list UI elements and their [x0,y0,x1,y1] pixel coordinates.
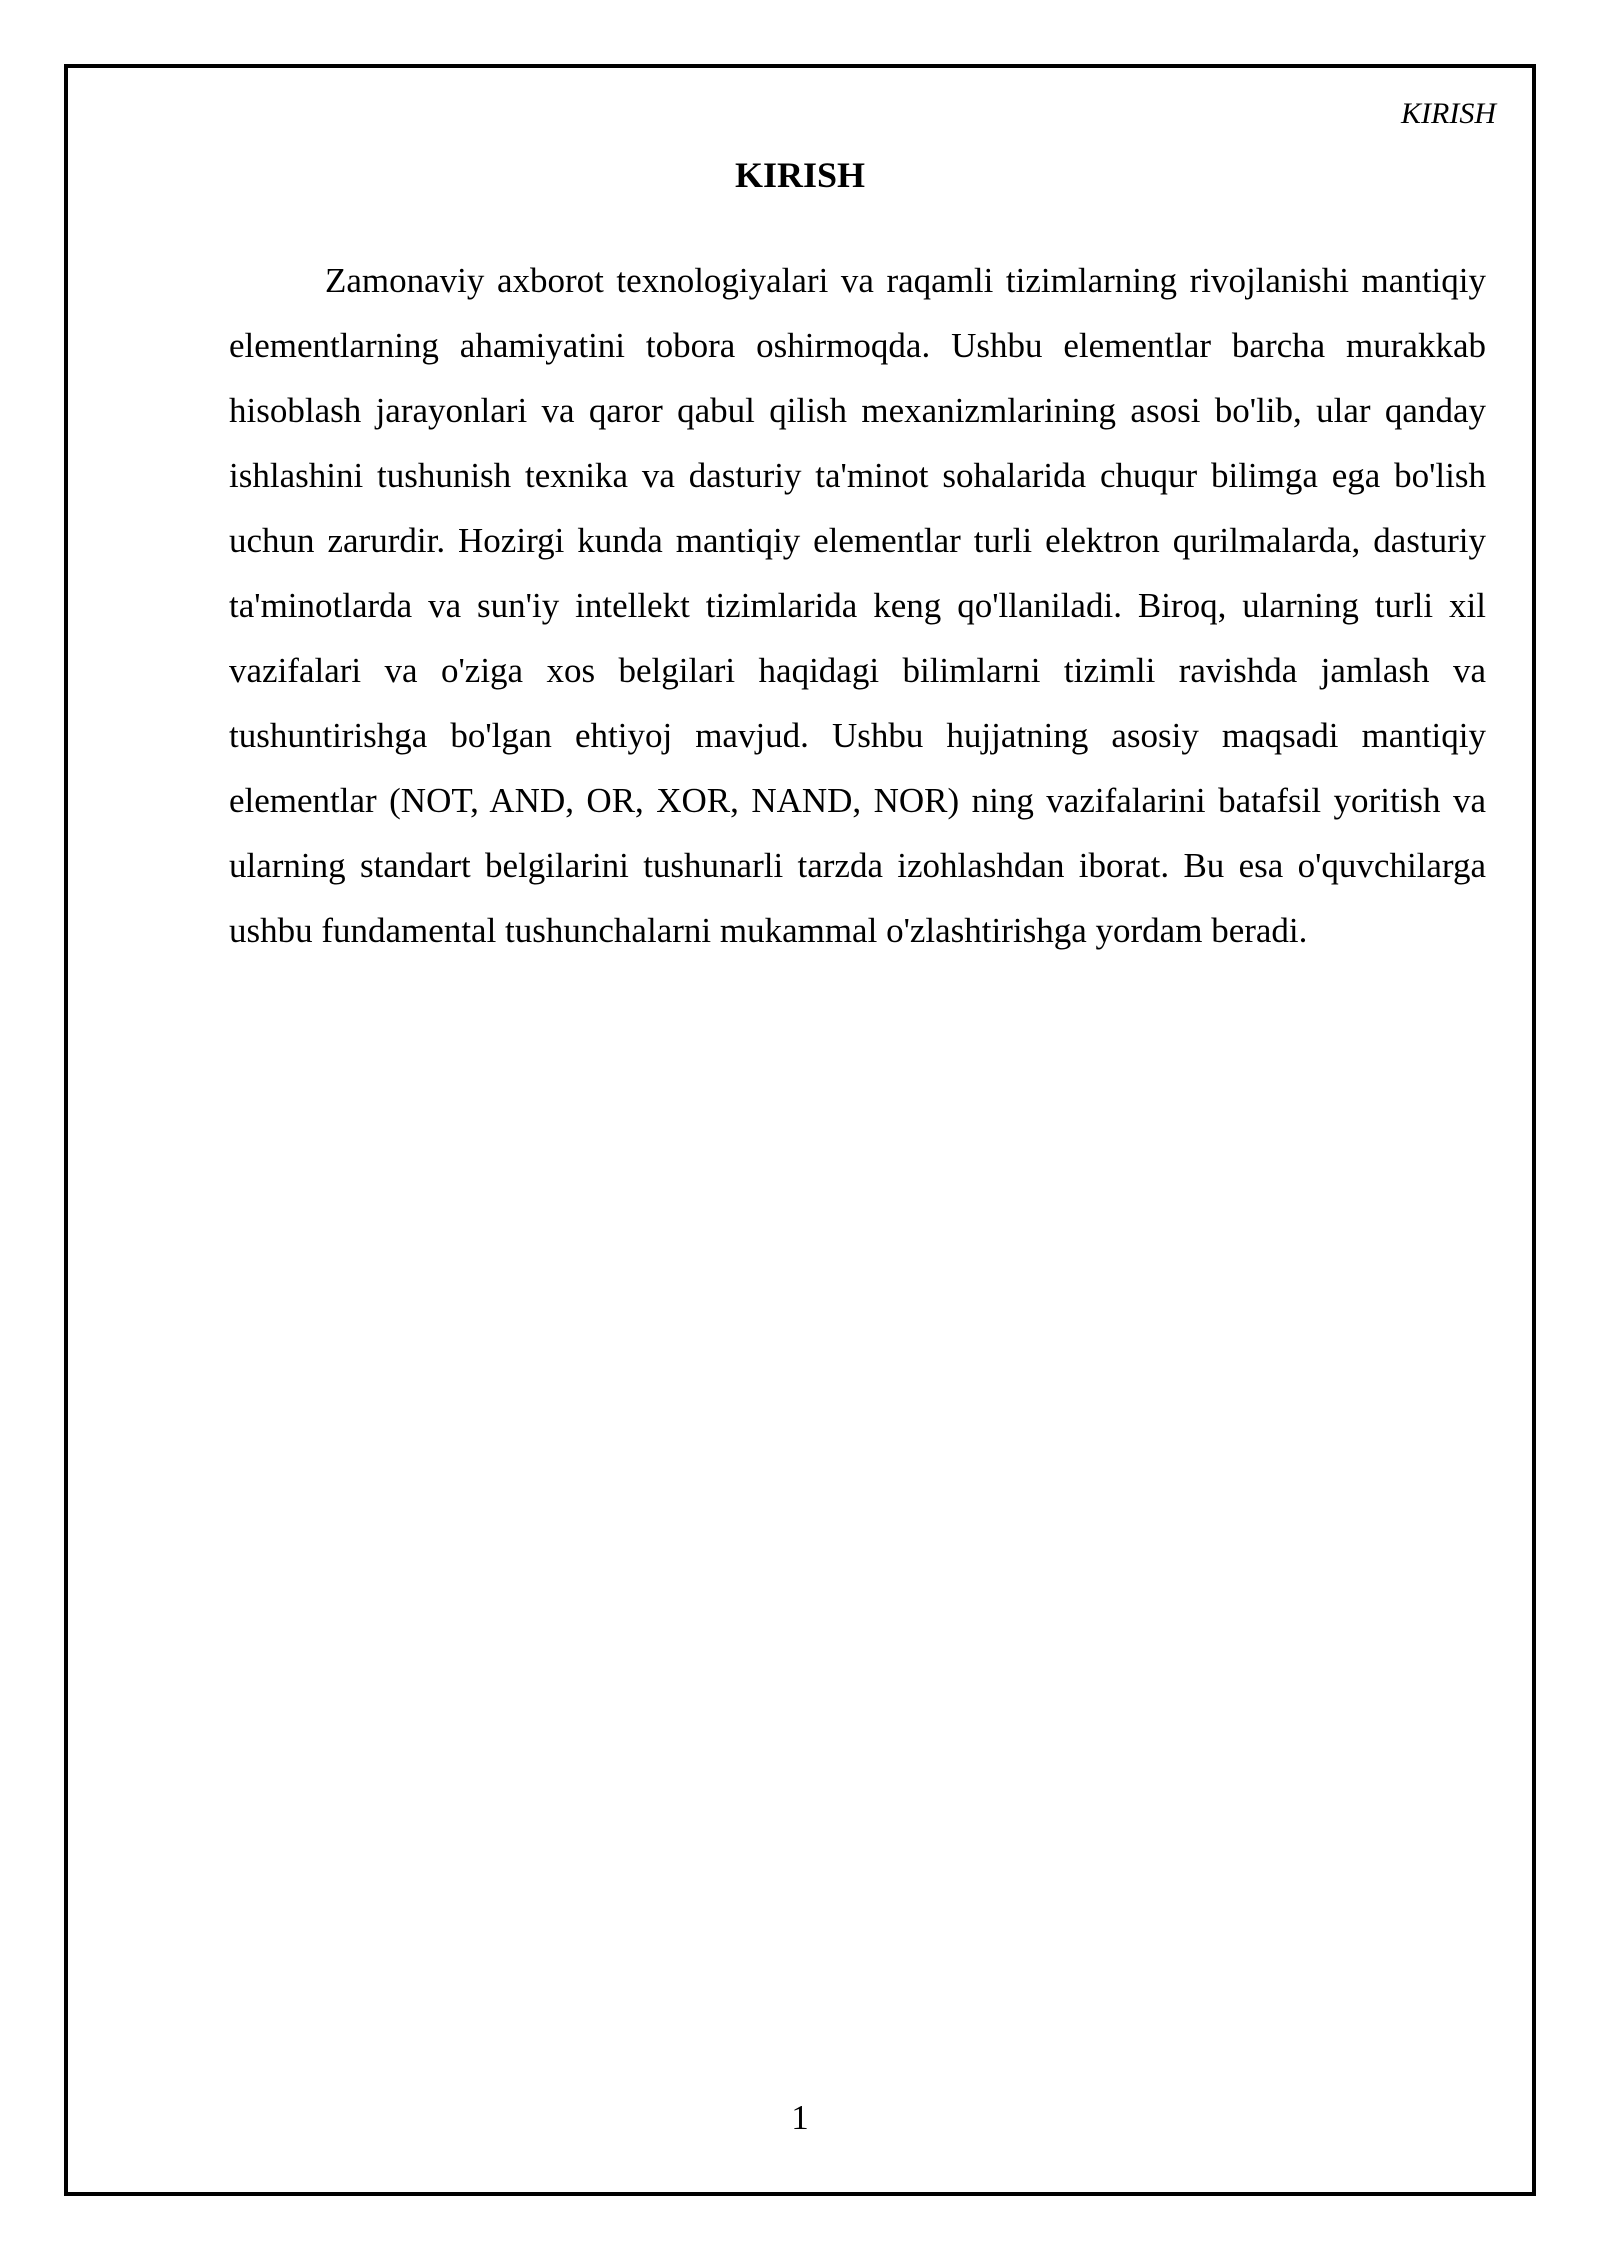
page-title: KIRISH [734,155,866,195]
body-paragraph: Zamonaviy axborot texnologiyalari va raqamli tizimlarning rivojlanishi mantiqiy elementlarning ahamiyatini tobora oshirmoqda. Ushbu elementlar barcha murakkab hisoblash jarayonlari va qaror qabul qilish mexanizmlarining asosi bo'lib, ular qanday ishlashini tushunish texnika va dasturiy ta'minot sohalarida chuqur bilimga ega bo'lish uchun zarurdir. Hozirgi kunda mantiqiy elementlar turli elektron qurilmalarda, dasturiy ta'minotlarda va sun'iy intellekt tizimlarida keng qo'llaniladi. Biroq, ularning turli xil vazifalari va o'ziga xos belgilari haqidagi bilimlarni tizimli ravishda jamlash va tushuntirishga bo'lgan ehtiyoj mavjud. Ushbu hujjatning asosiy maqsadi mantiqiy elementlar (NOT, AND, OR, XOR, NAND, NOR) ning vazifalarini batafsil yoritish va ularning standart belgilarini tushunarli tarzda izohlashdan iborat. Bu esa o'quvchilarga ushbu fundamental tushunchalarni mukammal o'zlashtirishga yordam beradi. [229,261,1486,950]
page-number: 1 [791,2098,809,2137]
running-header: KIRISH [1401,97,1496,130]
